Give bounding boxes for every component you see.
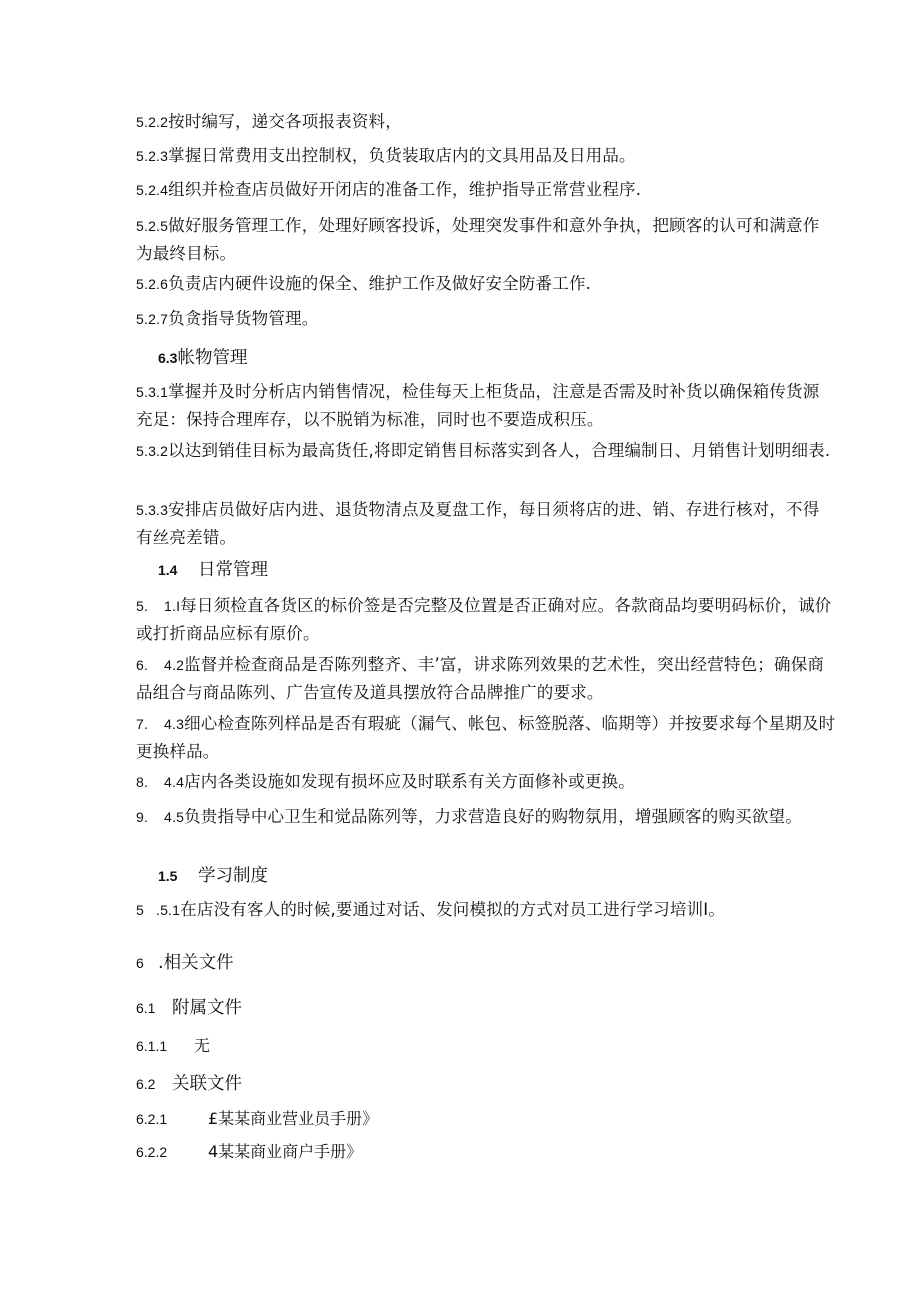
heading-number: 1.4 [158,562,178,578]
paragraph-1-4-5 [136,803,836,831]
section-heading-1-4 [158,557,268,583]
item-number: 5.3.2 [136,443,169,459]
paragraph-5-2-6 [136,272,836,296]
heading-text: 学习制度 [198,866,268,886]
item-text: £某某商业营业员手册》 [208,1109,379,1128]
item-subnumber: 4.2 [164,657,185,673]
item-text: 掌握日常费用支出控制权，负货装取店内的文具用品及日用品。 [168,146,636,165]
paragraph-5-2-2 [136,110,836,134]
paragraph-1-4-3 [136,710,836,766]
heading-text: 日常管理 [198,560,268,580]
item-text: 组织并检查店员做好开闭店的准备工作，维护指导正常营业程序. [168,180,642,199]
item-text: 负责店内硬件设施的保全、维护工作及做好安全防番工作. [168,274,592,293]
item-number: 9. [136,809,149,825]
paragraph-5-3-2 [136,437,836,465]
item-number: 5.2.4 [136,182,169,198]
item-subnumber: 4.4 [164,774,185,790]
item-number: 5.2.3 [136,148,169,164]
item-subnumber: 4.3 [164,716,185,732]
item-text: 在店没有客人的时候,要通过对话、发问模拟的方式对员工进行学习培训I。 [180,900,726,919]
item-number: 5.3.3 [136,502,169,518]
paragraph-1-5-1 [136,898,836,922]
paragraph-5-3-3 [136,496,836,552]
attached-file-item [136,1034,210,1058]
item-number: 5 [136,902,144,918]
paragraph-1-4-1 [136,592,836,648]
item-number: 6.2.2 [136,1144,168,1160]
related-file-item [136,1140,362,1164]
item-number: 5.2.6 [136,276,169,292]
item-number: 7. [136,716,149,732]
paragraph-1-4-4 [136,770,836,794]
item-text: 4某某商业商户手册》 [208,1142,363,1161]
item-text: 做好服务管理工作，处理好顾客投诉，处理突发事件和意外争执，把顾客的认可和满意作为最终目标。 [136,216,820,263]
item-number: 5.3.1 [136,384,169,400]
item-number: 8. [136,774,149,790]
paragraph-5-2-3 [136,144,836,168]
item-subnumber: 4.5 [164,809,185,825]
item-text: 掌握并及时分析店内销售情况，检佳每天上柜货品，注意是否需及时补货以确保箱传货源充足：保持合理库存，以不脱销为标准，同时也不要造成积压。 [136,382,820,429]
heading-text: .相关文件 [158,953,234,973]
item-number: 5.2.2 [136,114,169,130]
heading-text: 关联文件 [172,1074,242,1094]
related-file-item [136,1107,378,1131]
heading-number: 6.3 [158,350,178,366]
heading-number: 6.2 [136,1076,156,1092]
item-number: 6. [136,657,149,673]
heading-number: 6.1 [136,1000,156,1016]
heading-text: 附属文件 [172,998,242,1018]
heading-text: 帐物管理 [177,348,248,368]
paragraph-5-3-1 [136,378,836,434]
heading-number: 1.5 [158,868,178,884]
section-heading-6-3 [158,345,247,371]
item-text: 每日须检直各货区的标价签是否完整及位置是否正确对应。各款商品均要明码标价，诚价或打折商品应标有原价。 [136,596,832,643]
paragraph-1-4-2 [136,651,836,707]
paragraph-5-2-4 [136,178,836,202]
item-text: 负贵指导中心卫生和觉品陈列等，力求营造良好的购物氛用，增强顾客的购买欲望。 [184,807,802,826]
item-text: 安排店员做好店内进、退货物清点及夏盘工作，每日须将店的进、销、存进行核对，不得有丝亮差错。 [136,500,820,547]
item-number: 6.1.1 [136,1038,168,1054]
item-text: 店内各类设施如发现有损坏应及时联系有关方面修补或更换。 [184,772,635,791]
item-number: 5. [136,598,149,614]
paragraph-5-2-7 [136,307,836,331]
item-text: 无 [194,1036,211,1055]
item-text: 监督并检查商品是否陈列整齐、丰’富，讲求陈列效果的艺术性，突出经营特色；确保商品组合与商品陈列、广告宣传及道具摆放符合品牌推广的要求。 [136,655,825,702]
item-number: 5.2.7 [136,311,169,327]
heading-number: 6 [136,955,144,971]
item-subnumber: .5.1 [156,902,181,918]
item-text: 以达到销佳目标为最高货任,将即定销售目标落实到各人，合理编制日、月销售计划明细表. [168,441,831,460]
section-heading-6-1 [136,995,242,1021]
section-heading-6 [136,950,234,976]
section-heading-1-5 [158,863,268,889]
item-number: 6.2.1 [136,1111,168,1127]
item-subnumber: 1.I [164,598,181,614]
section-heading-6-2 [136,1071,242,1097]
item-text: 细心检查陈列样品是否有瑕疵（漏气、帐包、标签脱落、临期等）并按要求每个星期及时更换样品。 [136,714,836,761]
paragraph-5-2-5 [136,212,836,268]
item-text: 负贪指导货物管理。 [168,309,319,328]
item-text: 按时编写，递交各项报表资料， [168,112,402,131]
item-number: 5.2.5 [136,218,169,234]
